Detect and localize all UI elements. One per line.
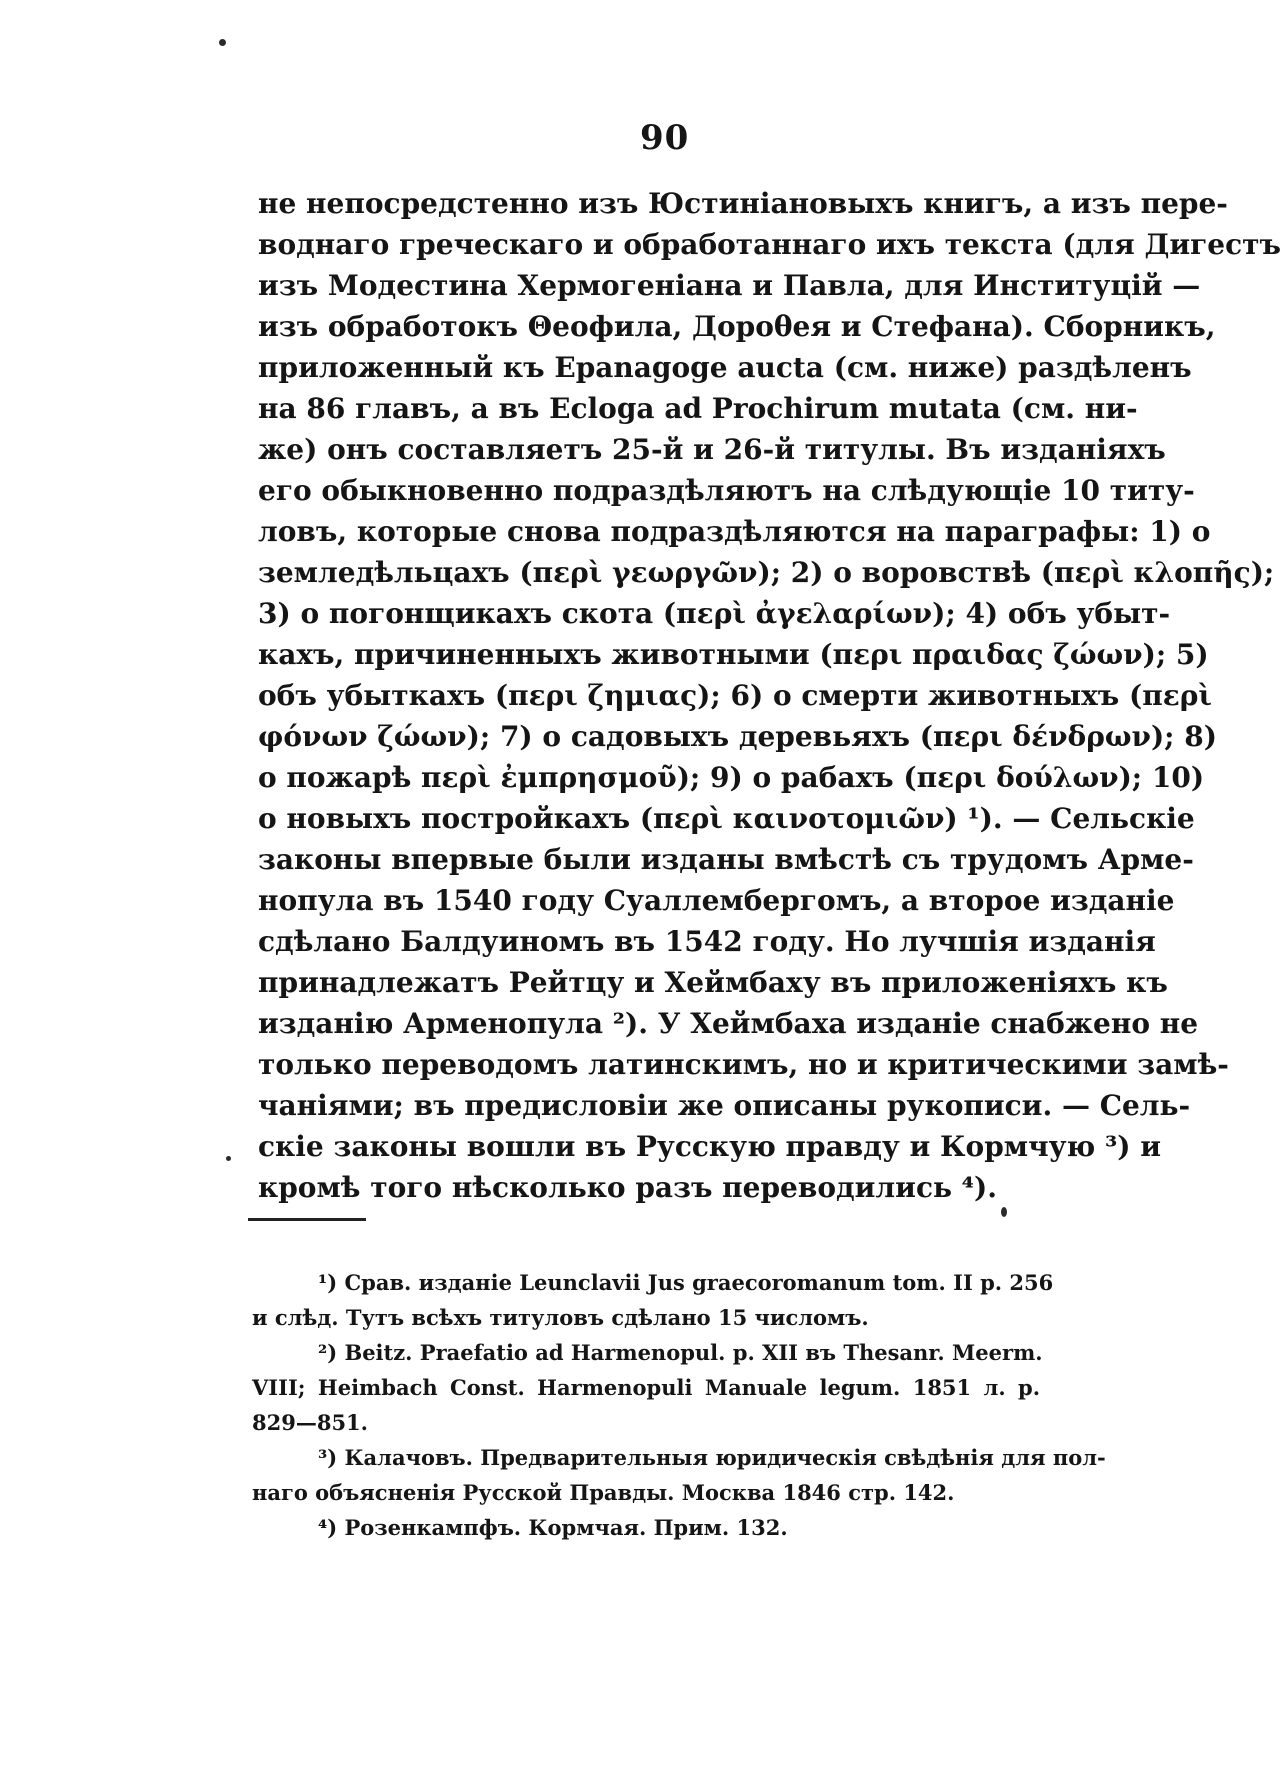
text-line: изъ Модестина Хермогеніана и Павла, для Институцій — <box>258 269 1201 302</box>
footnote-line: ¹) Срав. изданіе Leunclavii Jus graecoromanum tom. II p. 256 <box>318 1270 1054 1295</box>
text-line: φόνων ζώων); 7) о садовыхъ деревьяхъ (περι δένδρων); 8) <box>258 720 1217 753</box>
main-text <box>258 183 1281 1208</box>
ink-speck <box>226 1156 231 1161</box>
footnote-line: наго объясненія Русской Правды. Москва 1846 стр. 142. <box>252 1480 955 1505</box>
ink-speck <box>1001 1207 1007 1217</box>
footnote-line: ³) Калачовъ. Предварительныя юридическія свѣдѣнія для пол- <box>318 1445 1106 1470</box>
text-line: чаніями; въ предисловіи же описаны рукописи. — Сель- <box>258 1089 1191 1122</box>
text-line: нопула въ 1540 году Суаллембергомъ, а второе изданіе <box>258 884 1175 917</box>
text-line: не непосредстенно изъ Юстиніановыхъ книгъ, а изъ пере- <box>258 187 1228 220</box>
text-line: изъ обработокъ Θеофила, Дороθея и Стефана). Сборникъ, <box>258 310 1216 343</box>
footnotes <box>252 1265 1106 1545</box>
text-line: кахъ, причиненныхъ животными (περι πραιδας ζώων); 5) <box>258 638 1209 671</box>
text-line: о новыхъ постройкахъ (περὶ καινοτομιῶν) ¹). — Сельскіе <box>258 802 1195 835</box>
footnote-line: ⁴) Розенкампфъ. Кормчая. Прим. 132. <box>318 1515 788 1540</box>
text-line: на 86 главъ, а въ Ecloga ad Prochirum mutata (см. ни- <box>258 392 1138 425</box>
footnote-separator <box>248 1218 366 1221</box>
text-line: скіе законы вошли въ Русскую правду и Кормчую ³) и <box>258 1130 1161 1163</box>
text-line: законы впервые были изданы вмѣстѣ съ трудомъ Арме- <box>258 843 1194 876</box>
footnote-line: VIII; Heimbach Const. Harmenopuli Manuale legum. 1851 л. p. <box>252 1375 1040 1400</box>
ink-speck <box>219 39 226 46</box>
text-line: воднаго греческаго и обработаннаго ихъ текста (для Дигестъ <box>258 228 1281 261</box>
text-line: его обыкновенно подраздѣляютъ на слѣдующіе 10 титу- <box>258 474 1195 507</box>
footnote-line: и слѣд. Тутъ всѣхъ титуловъ сдѣлано 15 числомъ. <box>252 1305 869 1330</box>
text-line: земледѣльцахъ (περὶ γεωργῶν); 2) о воровствѣ (περὶ κλοπῆς); <box>258 556 1275 589</box>
page-number: 90 <box>640 118 690 158</box>
footnote-line: ²) Beitz. Praefatio ad Harmenopul. p. XII въ Thesanr. Meerm. <box>318 1340 1043 1365</box>
text-line: 3) о погонщикахъ скота (περὶ ἀγελαρίων); 4) объ убыт- <box>258 597 1171 630</box>
text-line: кромѣ того нѣсколько разъ переводились ⁴). <box>258 1171 998 1204</box>
text-line: приложенный къ Epanagoge aucta (см. ниже) раздѣленъ <box>258 351 1192 384</box>
text-line: объ убыткахъ (περι ζημιας); 6) о смерти животныхъ (περὶ <box>258 679 1212 712</box>
text-line: сдѣлано Балдуиномъ въ 1542 году. Но лучшія изданія <box>258 925 1156 958</box>
text-line: о пожарѣ περὶ ἐμπρησμοῦ); 9) о рабахъ (περι δούλων); 10) <box>258 761 1205 794</box>
text-line: ловъ, которые снова подраздѣляются на параграфы: 1) о <box>258 515 1211 548</box>
text-line: изданію Арменопула ²). У Хеймбаха изданіе снабжено не <box>258 1007 1199 1040</box>
text-line: принадлежатъ Рейтцу и Хеймбаху въ приложеніяхъ къ <box>258 966 1168 999</box>
footnote-line: 829—851. <box>252 1410 368 1435</box>
text-line: же) онъ составляетъ 25-й и 26-й титулы. Въ изданіяхъ <box>258 433 1166 466</box>
text-line: только переводомъ латинскимъ, но и критическими замѣ- <box>258 1048 1229 1081</box>
